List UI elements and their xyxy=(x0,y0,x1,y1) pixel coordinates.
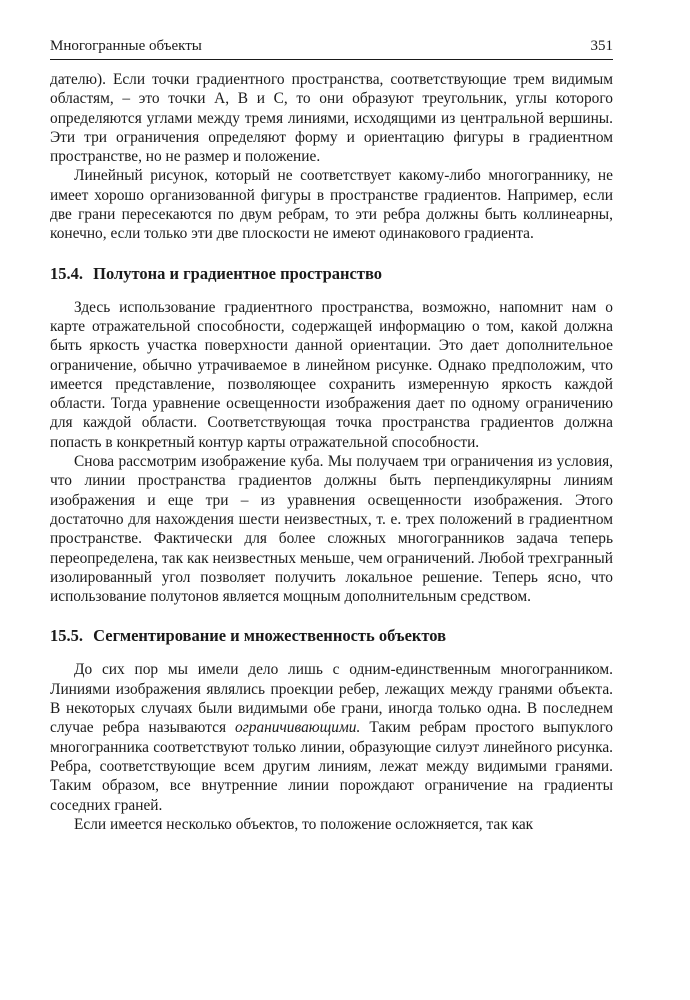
paragraph: Если имеется несколько объектов, то положение осложняется, так как xyxy=(74,815,534,833)
paragraph xyxy=(50,660,613,814)
italic-term: ограничивающими. xyxy=(235,719,361,737)
section-heading xyxy=(50,264,613,284)
body-text xyxy=(50,70,613,834)
page-number: 351 xyxy=(590,38,613,54)
paragraph-text: Таким ребрам простого выпуклого многогранника соответствуют только линии, образующие силуэт линейного рисунка. Ребра, соответствующие всем другим линиям, лежат между видимыми гранями. Таким образом, все внутренние линии порождают ограничение на градиенты соседних граней. xyxy=(50,719,613,814)
paragraph: дателю). Если точки градиентного пространства, соответствующие трем видимым областям, – это точки A, B и C, то они образуют треугольник, углы которого определяются углами между тремя линиями, исходящими из центральной вершины. Эти три ограничения определяют форму и ориентацию фигуры в градиентном пространстве, но не размер и положение. xyxy=(50,71,613,166)
paragraph-text: До сих пор мы имели дело лишь с одним-единственным многогранником. Линиями изображения являлись проекции ребер, лежащих между гранями объекта. В некоторых случаях были видимыми обе грани, иногда только одна. В последнем случае ребра называются xyxy=(50,661,613,737)
section-heading xyxy=(50,626,613,646)
section-title: Полутона и градиентное пространство xyxy=(93,263,383,283)
paragraph: Здесь использование градиентного пространства, возможно, напомнит нам о карте отражательной способности, содержащей информацию о том, какой должна быть яркость участка поверхности данной ориентации. Это дает дополнительное ограничение, обычно утрачиваемое в линейном рисунке. Однако предположим, что имеется представление, позволяющее сохранить измеренную яркость каждой области. Тогда уравнение освещенности изображения дает по одному ограничению для каждой области. Соответствующая точка пространства градиентов должна попасть в конкретный контур карты отражательной способности. xyxy=(50,298,613,451)
running-header xyxy=(50,38,613,60)
section-title: Сегментирование и множественность объектов xyxy=(93,626,447,646)
section-number: 15.5. xyxy=(50,626,83,646)
running-title: Многогранные объекты xyxy=(50,38,202,54)
paragraph: Снова рассмотрим изображение куба. Мы получаем три ограничения из условия, что линии пространства градиентов должны быть перпендикулярны линиям изображения и еще три – из уравнения освещенности изображения. Этого достаточно для нахождения шести неизвестных, т. е. трех положений в градиентном пространстве. Фактически для более сложных многогранников задача теперь переопределена, так как неизвестных меньше, чем ограничений. Любой трехгранный изолированный угол позволяет получить локальное решение. Теперь ясно, что использование полутонов является мощным дополнительным средством. xyxy=(50,453,613,606)
book-page xyxy=(50,38,613,834)
paragraph: Линейный рисунок, который не соответствует какому-либо многограннику, не имеет хорошо организованной фигуры в пространстве градиентов. Например, если две грани пересекаются по двум ребрам, то эти ребра должны быть коллинеарны, конечно, если только эти две плоскости не имеют одинакового градиента. xyxy=(50,167,613,243)
section-number: 15.4. xyxy=(50,263,83,283)
